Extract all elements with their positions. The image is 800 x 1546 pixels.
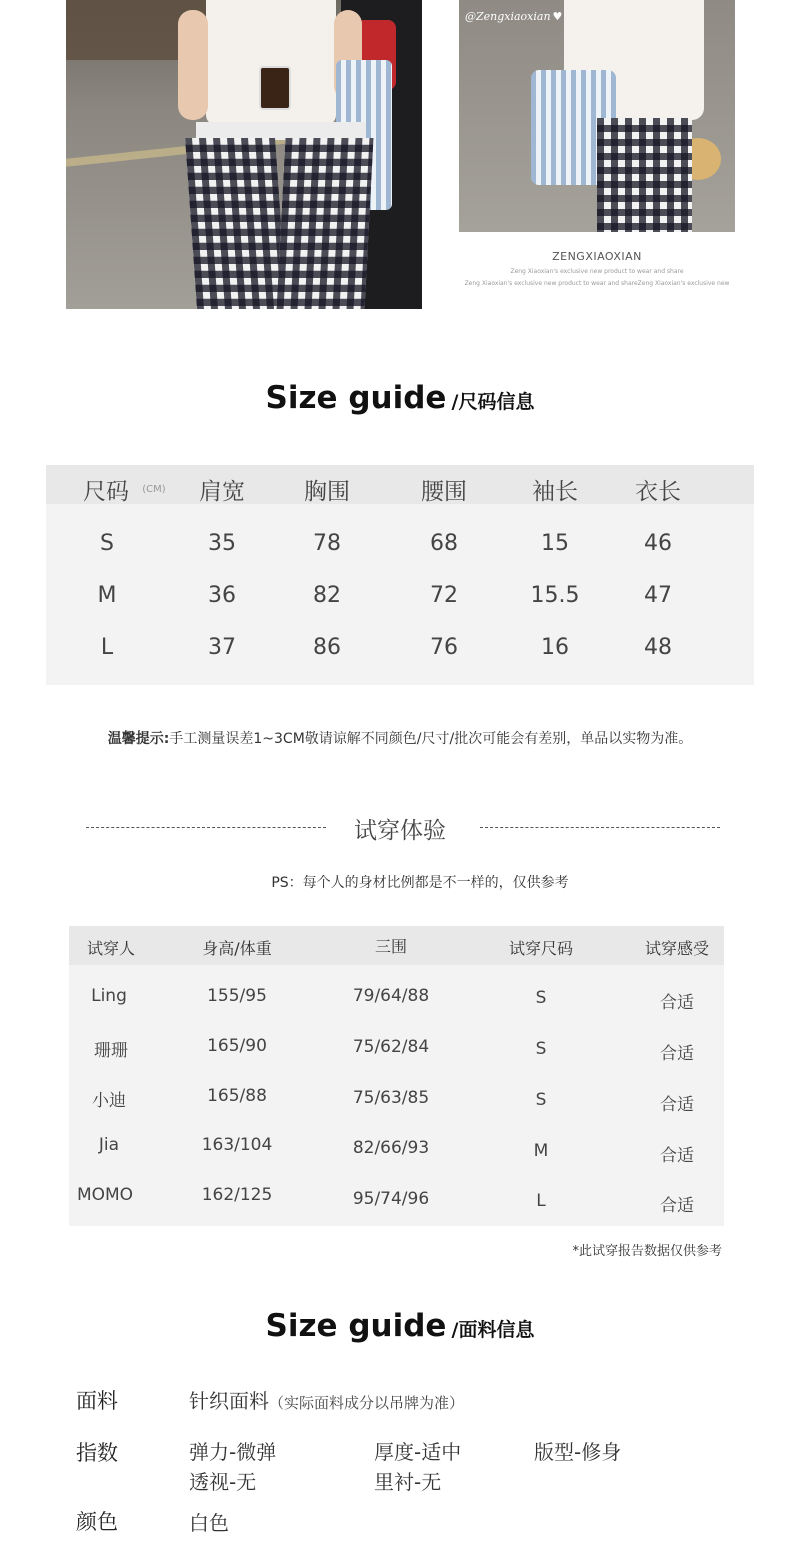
- header-sleeve: 袖长: [532, 479, 578, 505]
- measurement-notice: 温馨提示:手工测量误差1~3CM敬请谅解不同颜色/尺寸/批次可能会有差别，单品以实物为准。: [107, 731, 693, 747]
- header-length: 衣长: [635, 479, 681, 505]
- try-on-title-row: [0, 810, 800, 844]
- watermark-text: @Zengxiaoxian ♥: [465, 10, 563, 23]
- index-label: 指数: [76, 1441, 118, 1465]
- header-unit: (CM): [142, 484, 166, 495]
- transparency-value: 透视-无: [189, 1470, 257, 1494]
- size-table: 尺码 (CM) 肩宽 胸围 腰围 袖长 衣长 S 35 78 68 15 46 M 36 82 72 15.5 47 L 37 86 76 16 48: [46, 465, 754, 685]
- elasticity-value: 弹力-微弹: [189, 1440, 277, 1464]
- size-guide-title: Size guide /尺码信息: [265, 380, 535, 416]
- divider-right: [480, 827, 720, 828]
- try-on-note: PS：每个人的身材比例都是不一样的，仅供参考: [271, 875, 569, 891]
- lining-value: 里衬-无: [374, 1470, 442, 1494]
- product-photo-back: [459, 0, 735, 232]
- black-heart-icon: ♥: [552, 10, 563, 23]
- material-value: 针织面料（实际面料成分以吊牌为准）: [189, 1389, 465, 1413]
- color-label: 颜色: [76, 1510, 118, 1534]
- size-table-header: [46, 465, 754, 504]
- try-on-title: 试穿体验: [354, 818, 446, 844]
- color-value: 白色: [189, 1511, 229, 1535]
- header-bust: 胸围: [304, 479, 350, 505]
- brand-tagline-2: Zeng Xiaoxian's exclusive new product to wear and shareZeng Xiaoxian's exclusive new: [464, 280, 730, 287]
- material-note: （实际面料成分以吊牌为准）: [269, 1394, 465, 1412]
- header-shoulder: 肩宽: [199, 479, 245, 505]
- brand-name: ZENGXIAOXIAN: [552, 250, 642, 263]
- try-on-footnote: *此试穿报告数据仅供参考: [572, 1244, 722, 1259]
- try-on-table-header: [69, 926, 724, 965]
- header-tried-size: 试穿尺码: [508, 939, 573, 958]
- product-photo-front: [66, 0, 422, 309]
- brand-tagline-1: Zeng Xiaoxian's exclusive new product to wear and share: [510, 268, 684, 275]
- fit-value: 版型-修身: [534, 1440, 622, 1464]
- thickness-value: 厚度-适中: [374, 1440, 462, 1464]
- try-on-table: 试穿人 身高/体重 三围 试穿尺码 试穿感受 Ling 155/95 79/64/88 S 合适 珊珊 165/90 75/62/84 S 合适 小迪 165/88 75/63/85 S 合适 Jia 163/104 82/66/93 M 合适 MOMO 162/125 95/74/96 L 合适: [69, 926, 724, 1226]
- header-height-weight: 身高/体重: [202, 939, 272, 958]
- header-waist: 腰围: [421, 479, 467, 505]
- material-label: 面料: [76, 1389, 118, 1413]
- header-feeling: 试穿感受: [644, 939, 709, 958]
- header-tester: 试穿人: [86, 939, 135, 958]
- header-size: 尺码: [83, 479, 129, 505]
- header-measurements: 三围: [374, 937, 407, 956]
- fabric-title: Size guide /面料信息: [265, 1308, 535, 1344]
